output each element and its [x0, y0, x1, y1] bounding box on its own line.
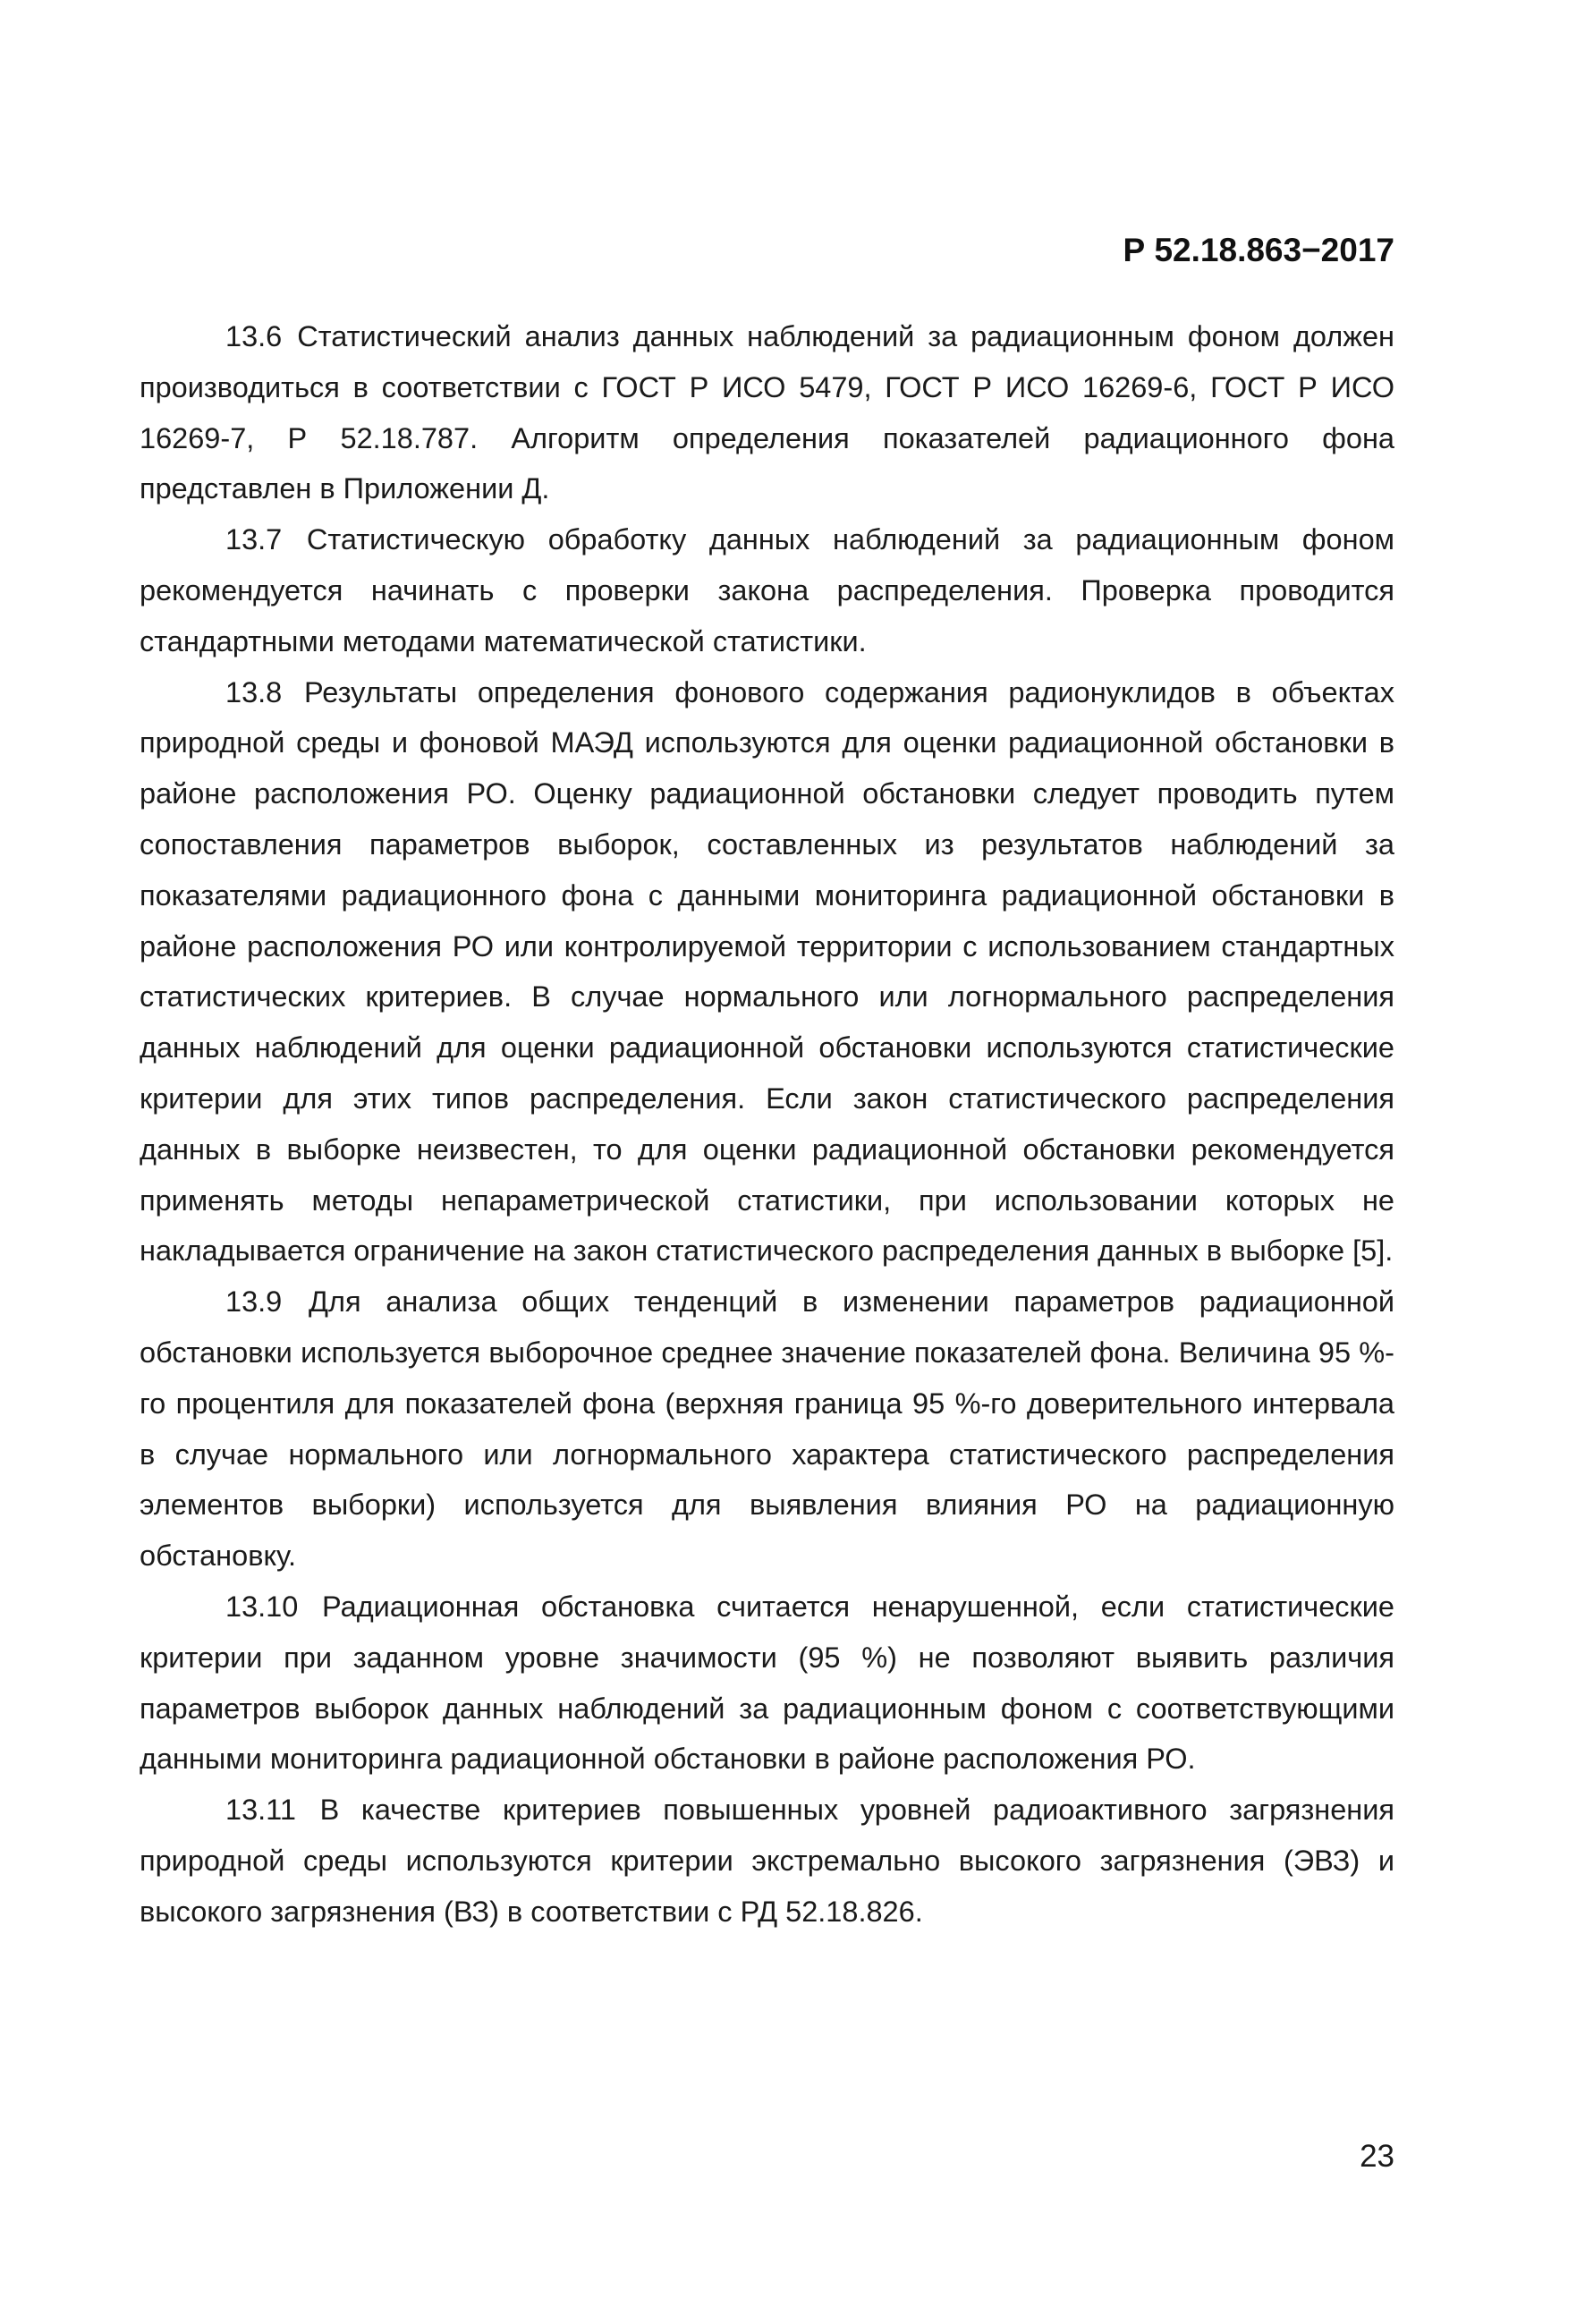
paragraph-number: 13.10 [225, 1590, 299, 1623]
paragraph-13-10 [140, 1582, 1394, 1785]
paragraph-text: Статистическую обработку данных наблюдений за радиационным фоном рекомендуется начинать с проверки закона распределения. Проверка проводится стандартными методами математической статистики. [140, 523, 1394, 657]
paragraph-text: Радиационная обстановка считается ненарушенной, если статистические критерии при заданном уровне значимости (95 %) не позволяют выявить различия параметров выборок данных наблюдений за радиационным фоном с соответствующими данными мониторинга радиационной обстановки в районе расположения РО. [140, 1590, 1395, 1776]
paragraph-text: Результаты определения фонового содержания радионуклидов в объектах природной среды и фоновой МАЭД используются для оценки радиационной обстановки в районе расположения РО. Оценку радиационной обстановки следует проводить путем сопоставления параметров выборок, составленных из результатов наблюдений за показателями радиационного фона с данными мониторинга радиационной обстановки в районе расположения РО или контролируемой территории с использованием стандартных статистических критериев. В случае нормального или логнормального распределения данных наблюдений для оценки радиационной обстановки используются статистические критерии для этих типов распределения. Если закон статистического распределения данных в выборке неизвестен, то для оценки радиационной обстановки рекомендуется применять методы непараметрической статистики, при использовании которых не накладывается ограничение на закон статистического распределения данных в выборке [5]. [140, 675, 1394, 1268]
paragraph-number: 13.8 [225, 675, 283, 708]
paragraph-13-9 [140, 1277, 1394, 1582]
paragraph-13-7 [140, 514, 1394, 666]
paragraph-number: 13.9 [225, 1285, 283, 1319]
body-text [140, 311, 1394, 1938]
paragraph-13-8 [140, 667, 1394, 1277]
paragraph-number: 13.7 [225, 523, 283, 556]
paragraph-text: Для анализа общих тенденций в изменении параметров радиационной обстановки используется выборочное среднее значение показателей фона. Величина 95 %-го процентиля для показателей фона (верхняя граница 95 %-го доверительного интервала в случае нормального или логнормального характера статистического распределения элементов выборки) используется для выявления влияния РО на радиационную обстановку. [140, 1285, 1395, 1573]
paragraph-text: В качестве критериев повышенных уровней радиоактивного загрязнения природной среды используются критерии экстремально высокого загрязнения (ЭВЗ) и высокого загрязнения (ВЗ) в соответствии с РД 52.18.826. [140, 1794, 1395, 1928]
page-number: 23 [1360, 2139, 1394, 2174]
paragraph-number: 13.6 [225, 320, 283, 352]
paragraph-number: 13.11 [225, 1794, 296, 1827]
paragraph-text: Статистический анализ данных наблюдений за радиационным фоном должен производиться в соответствии с ГОСТ Р ИСО 5479, ГОСТ Р ИСО 16269-6, ГОСТ Р ИСО 16269-7, Р 52.18.787. Алгоритм определения показателей радиационного фона представлен в Приложении Д. [140, 320, 1395, 505]
document-code: Р 52.18.863−2017 [1123, 232, 1394, 268]
paragraph-13-11 [140, 1785, 1394, 1937]
paragraph-13-6 [140, 311, 1394, 514]
